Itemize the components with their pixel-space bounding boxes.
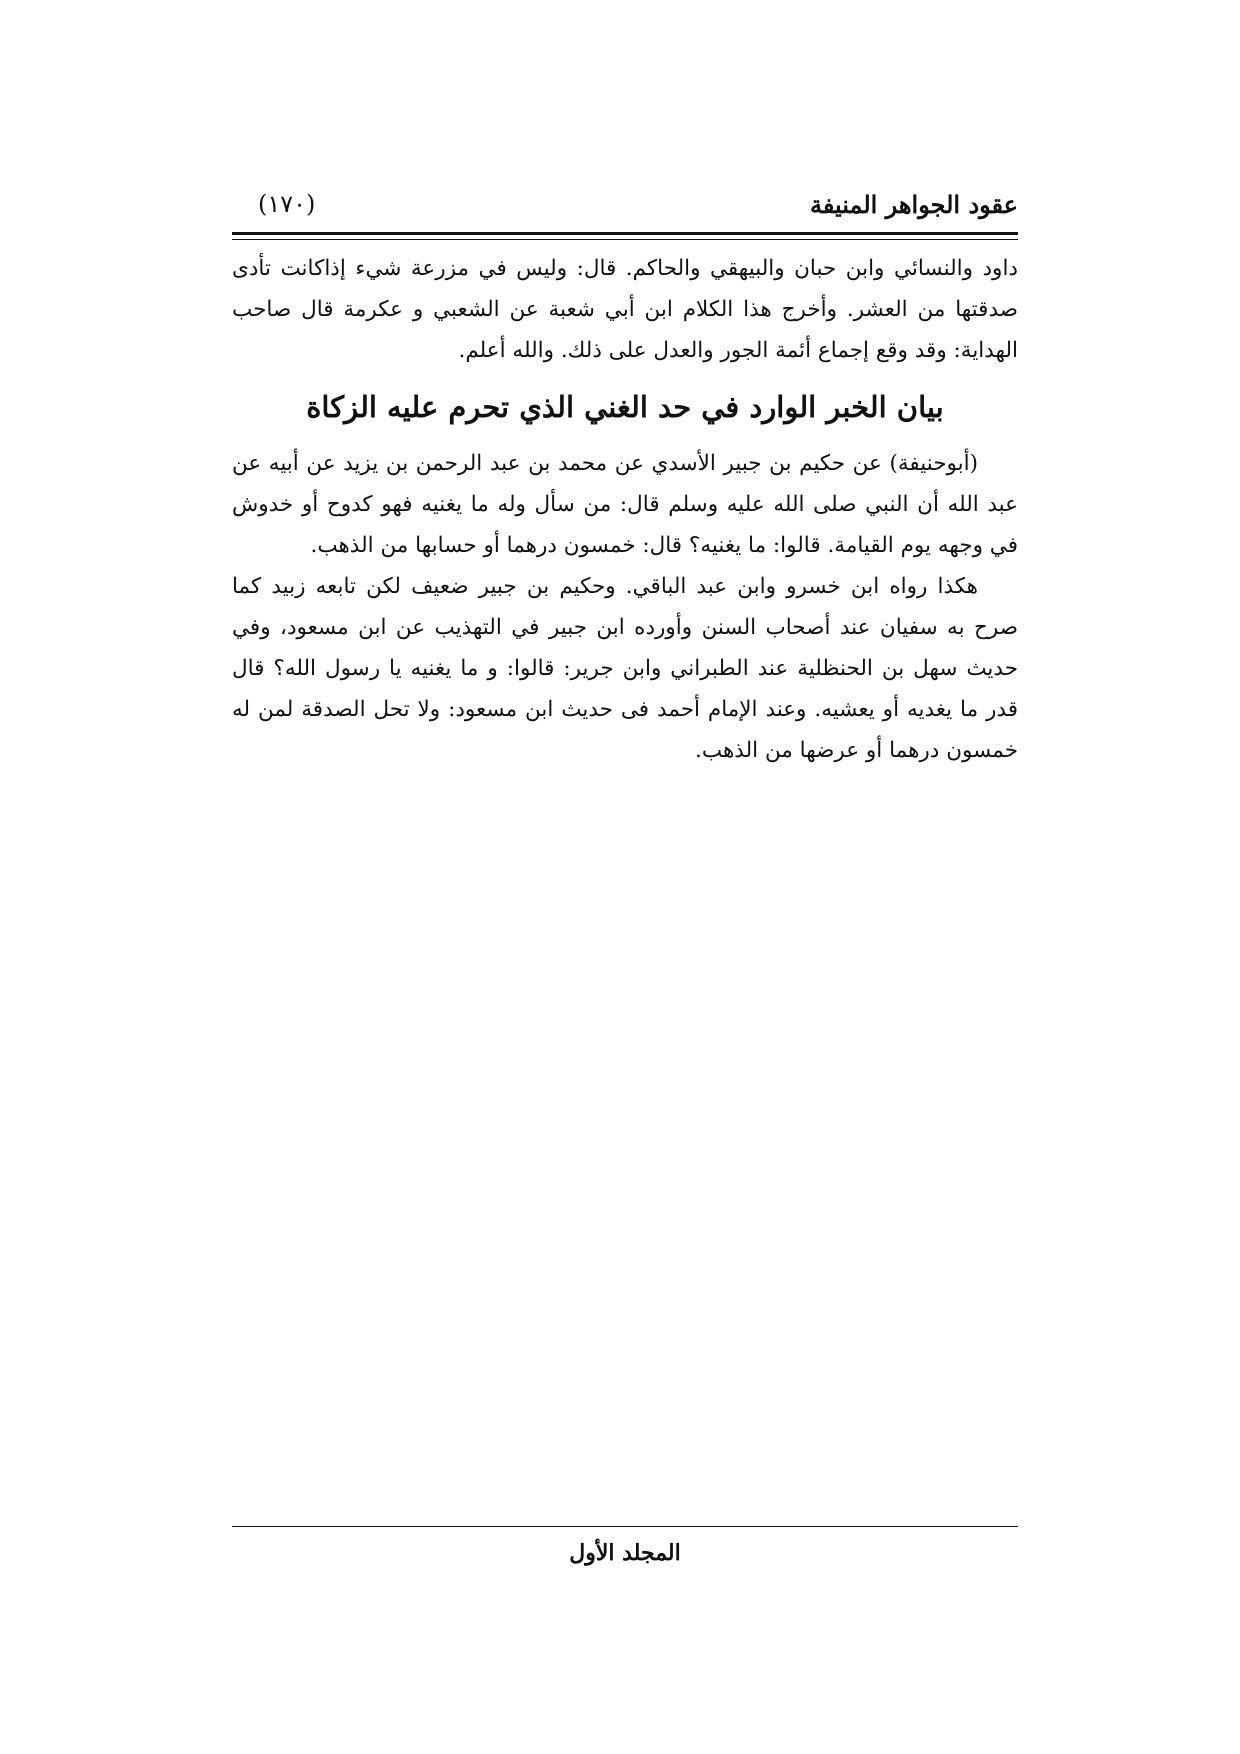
page-number: (١٧٠) <box>258 190 316 218</box>
header-rule-thick <box>232 232 1018 235</box>
intro-paragraph: داود والنسائي وابن حبان والبيهقي والحاكم. قال: وليس في مزرعة شيء إذاكانت تأدى صدقتها من العشر. وأخرج هذا الكلام ابن أبي شعبة عن الشعبي و عكرمة قال صاحب الهداية: وقد وقع إجماع أئمة الجور والعدل على ذلك. والله أعلم. <box>232 256 1018 363</box>
section-heading: بيان الخبر الوارد في حد الغني الذي تحرم عليه الزكاة <box>306 390 944 424</box>
commentary-paragraph: هكذا رواه ابن خسرو وابن عبد الباقي. وحكيم بن جبير ضعيف لكن تابعه زبيد كما صرح به سفيان عند أصحاب السنن وأورده ابن جبير في التهذيب عن ابن مسعود، وفي حديث سهل بن الحنظلية عند الطبراني وابن جرير: قالوا: و ما يغنيه يا رسول الله؟ قال قدر ما يغديه أو يعشيه. وعند الإمام أحمد فى حديث ابن مسعود: ولا تحل الصدقة لمن له خمسون درهما أو عرضها من الذهب. <box>232 574 1018 763</box>
book-title: عقود الجواهر المنيفة <box>809 190 1018 219</box>
book-page <box>232 176 1018 1576</box>
footer-rule <box>232 1526 1018 1527</box>
page-header <box>232 176 1018 228</box>
header-rule-thin <box>232 239 1018 240</box>
hadith-paragraph: (أبوحنيفة) عن حكيم بن جبير الأسدي عن محمد بن عبد الرحمن بن يزيد عن أبيه عن عبد الله أن النبي صلى الله عليه وسلم قال: من سأل وله ما يغنيه فهو كدوح أو خدوش في وجهه يوم القيامة. قالوا: ما يغنيه؟ قال: خمسون درهما أو حسابها من الذهب. <box>232 451 1018 558</box>
body-text <box>232 248 1018 771</box>
volume-label: المجلد الأول <box>569 1540 681 1566</box>
